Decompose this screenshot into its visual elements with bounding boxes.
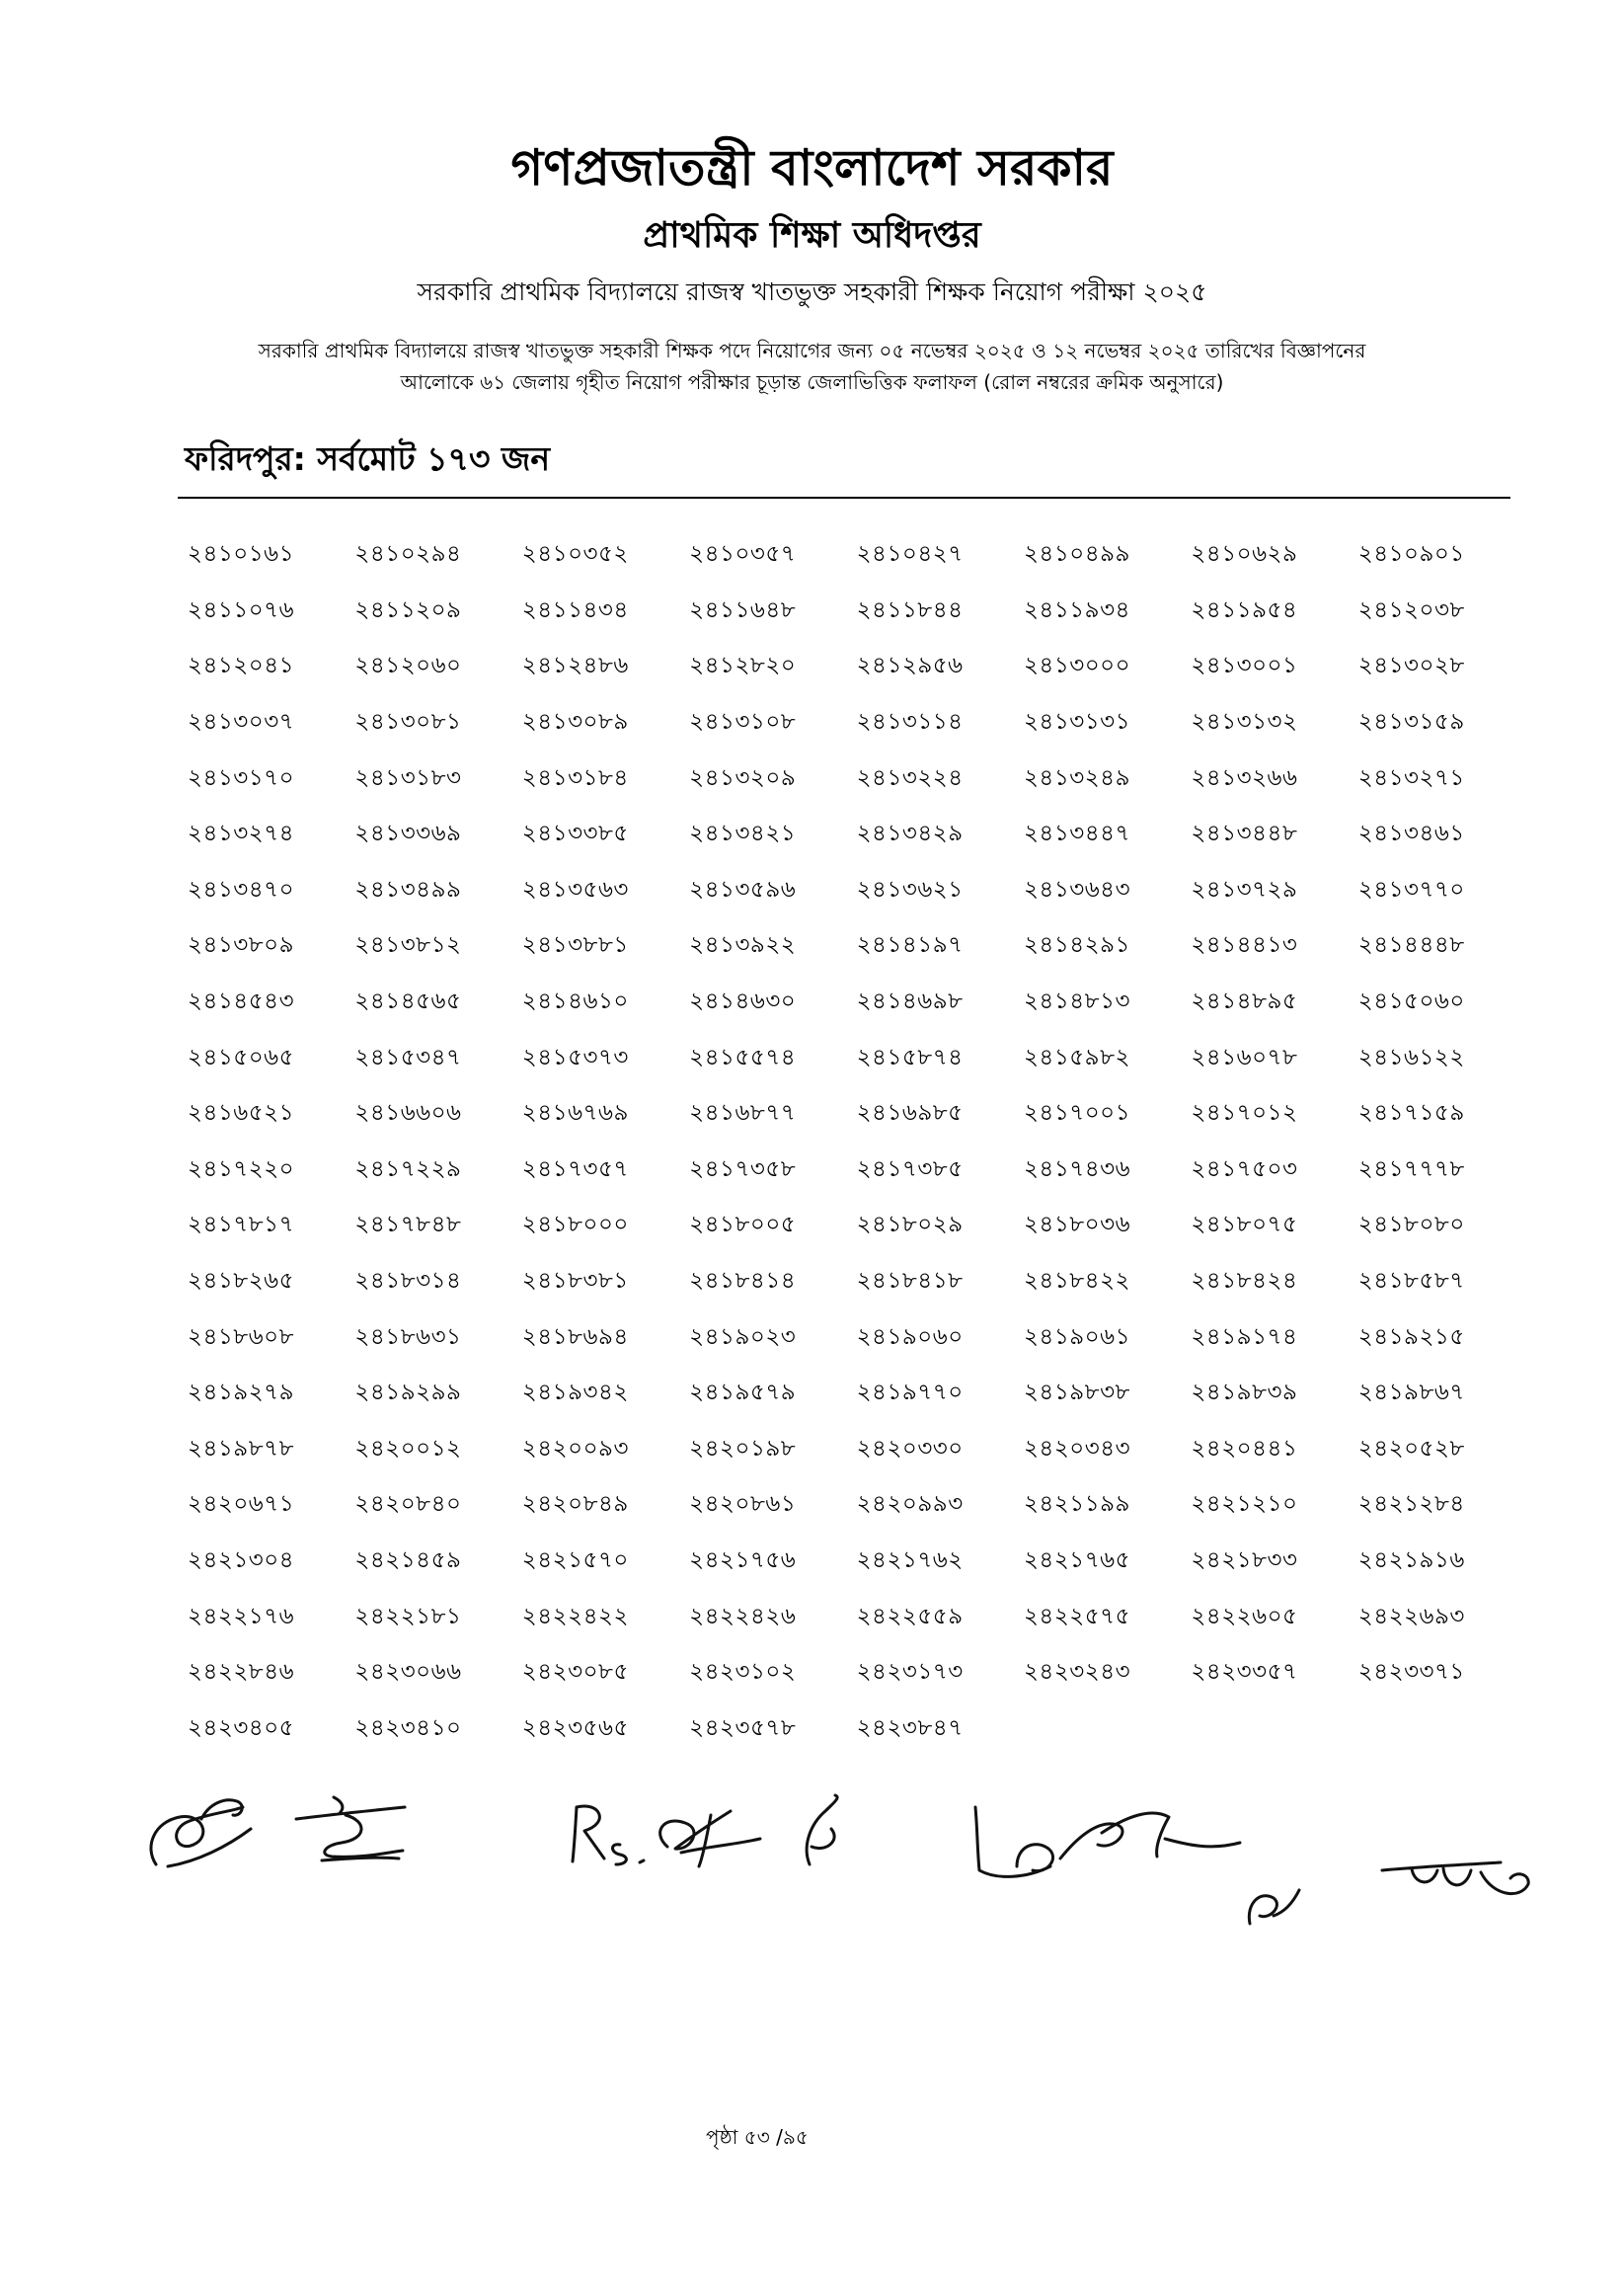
roll-number: ২৪১৬৭৬৯ [521, 1100, 629, 1127]
roll-number: ২৪১৫৩৭৩ [521, 1044, 629, 1070]
roll-number: ২৪২১৩০৪ [188, 1546, 295, 1573]
roll-number: ২৪২৩৫৬৫ [521, 1714, 629, 1741]
roll-number: ২৪১০৯০১ [1357, 541, 1465, 568]
roll-number: ২৪১৯৫৭৯ [689, 1380, 797, 1406]
roll-number: ২৪২৩২৪৩ [1023, 1659, 1131, 1686]
roll-number: ২৪১৫০৬০ [1357, 988, 1465, 1015]
roll-number: ২৪১১৪৩৪ [521, 596, 629, 623]
roll-number: ২৪১৩৪২১ [689, 821, 797, 847]
roll-number: ২৪১৩৪৯৯ [354, 876, 462, 903]
roll-number: ২৪১৩৮৮১ [521, 932, 629, 959]
roll-number: ২৪১৯৮৩৮ [1023, 1380, 1130, 1406]
roll-number: ২৪২৩৪১০ [354, 1714, 462, 1741]
roll-number: ২৪১৮৫৮৭ [1357, 1268, 1465, 1295]
roll-number: ২৪২০৮৪৯ [521, 1491, 629, 1518]
roll-number: ২৪২৩১৭৩ [856, 1659, 964, 1686]
roll-number: ২৪১৬৯৮৫ [856, 1100, 964, 1127]
roll-number: ২৪১৮৪১৪ [689, 1268, 797, 1295]
roll-number: ২৪২১২৮৪ [1357, 1491, 1465, 1518]
roll-number: ২৪১৯২৯৯ [354, 1380, 462, 1406]
roll-number: ২৪২২১৭৬ [188, 1603, 295, 1629]
roll-number: ২৪১৮০০০ [521, 1212, 629, 1238]
roll-number: ২৪১৪৫৬৫ [354, 988, 462, 1015]
heading-divider [178, 497, 1510, 499]
district-heading: ফরিদপুর: সর্বমোট ১৭৩ জন [185, 439, 551, 478]
roll-number: ২৪১৯৮৭৮ [188, 1435, 295, 1462]
roll-number: ২৪২২১৮১ [354, 1603, 462, 1629]
roll-number: ২৪১৩১৮৩ [354, 764, 462, 791]
roll-number: ২৪১৮৩৮১ [521, 1268, 629, 1295]
exam-title: সরকারি প্রাথমিক বিদ্যালয়ে রাজস্ব খাতভুক্ত সহকারী শিক্ষক নিয়োগ পরীক্ষা ২০২৫ [417, 277, 1207, 306]
roll-number: ২৪১৩২৭৪ [188, 821, 295, 847]
roll-number: ২৪১৮০০৫ [689, 1212, 797, 1238]
roll-number: ২৪১৮৩১৪ [354, 1268, 462, 1295]
roll-number: ২৪২০৩৪৩ [1023, 1435, 1131, 1462]
roll-number: ২৪১৮০৮০ [1357, 1212, 1465, 1238]
roll-number: ২৪২০৫২৮ [1357, 1435, 1465, 1462]
roll-number: ২৪১৮০৭৫ [1191, 1212, 1298, 1238]
roll-number: ২৪২৩৫৭৮ [689, 1714, 797, 1741]
roll-number: ২৪১৯৮৩৯ [1191, 1380, 1298, 1406]
roll-number: ২৪১৯৮৬৭ [1357, 1380, 1465, 1406]
roll-number: ২৪১৩১৮৪ [521, 764, 629, 791]
roll-number: ২৪১৭০০১ [1023, 1100, 1131, 1127]
roll-number: ২৪২১৭৬২ [856, 1546, 964, 1573]
roll-number: ২৪১৭৩৫৭ [521, 1155, 629, 1182]
roll-number: ২৪১৪৬৩০ [689, 988, 797, 1015]
roll-number: ২৪২২৫৭৫ [1023, 1603, 1131, 1629]
roll-number: ২৪১৯২১৫ [1357, 1323, 1465, 1350]
roll-number: ২৪২১৮৩৩ [1191, 1546, 1298, 1573]
roll-number: ২৪১৯০৬১ [1023, 1323, 1131, 1350]
roll-number: ২৪১৯০২৩ [689, 1323, 797, 1350]
roll-number: ২৪১৩৩৮৫ [521, 821, 629, 847]
roll-number: ২৪১৭৪৩৬ [1023, 1155, 1131, 1182]
roll-number: ২৪১৪৮১৩ [1023, 988, 1130, 1015]
roll-number: ২৪১২০৩৮ [1357, 596, 1465, 623]
signature-5 [1249, 1862, 1528, 1924]
roll-number: ২৪২০০৯৩ [521, 1435, 629, 1462]
roll-number: ২৪১৭২২৯ [354, 1155, 462, 1182]
roll-number: ২৪১৪২৯১ [1023, 932, 1130, 959]
roll-number: ২৪২১৭৬৫ [1023, 1546, 1131, 1573]
signature-3 [573, 1795, 837, 1866]
roll-number: ২৪২২৪২৬ [689, 1603, 797, 1629]
roll-number: ২৪১৩৬২১ [856, 876, 964, 903]
roll-number: ২৪১১০৭৬ [188, 596, 295, 623]
roll-number: ২৪১৩৩৬৯ [354, 821, 462, 847]
roll-number: ২৪১৮৪১৮ [856, 1268, 964, 1295]
roll-number: ২৪১৮২৬৫ [188, 1268, 295, 1295]
roll-number: ২৪২২৪২২ [521, 1603, 629, 1629]
roll-number: ২৪১৩১৭০ [188, 764, 295, 791]
roll-number-grid [188, 526, 1624, 1756]
roll-number: ২৪১২৯৫৬ [856, 653, 964, 679]
roll-number: ২৪১৭৮১৭ [188, 1212, 295, 1238]
roll-number: ২৪১৩০৩৭ [188, 709, 295, 736]
roll-number: ২৪১৮৬৯৪ [521, 1323, 629, 1350]
roll-number: ২৪১৪১৯৭ [856, 932, 964, 959]
roll-number: ২৪১৭৫০৩ [1191, 1155, 1298, 1182]
roll-number: ২৪১৩৭৭০ [1357, 876, 1465, 903]
roll-number: ২৪১৩২২৪ [856, 764, 964, 791]
roll-number: ২৪২০০১২ [354, 1435, 462, 1462]
roll-number: ২৪২১৪৫৯ [354, 1546, 462, 1573]
roll-number: ২৪১৩২৬৬ [1191, 764, 1298, 791]
roll-number: ২৪১৩২০৯ [689, 764, 797, 791]
roll-number: ২৪২৩০৬৬ [354, 1659, 462, 1686]
roll-number: ২৪১৪৪১৩ [1191, 932, 1298, 959]
roll-number: ২৪১৮০৩৬ [1023, 1212, 1131, 1238]
roll-number: ২৪১১৯৫৪ [1191, 596, 1298, 623]
roll-number: ২৪১৩১৫৯ [1357, 709, 1465, 736]
roll-number: ২৪১৩০০০ [1023, 653, 1131, 679]
roll-number: ২৪১৭২২০ [188, 1155, 295, 1182]
roll-number: ২৪২১৭৫৬ [689, 1546, 797, 1573]
roll-number: ২৪১৭০১২ [1191, 1100, 1298, 1127]
roll-number: ২৪১৩০৮১ [354, 709, 462, 736]
roll-number: ২৪১৮৬৩১ [354, 1323, 462, 1350]
roll-number: ২৪১৭১৫৯ [1357, 1100, 1465, 1127]
roll-number: ২৪১৪৫৪৩ [188, 988, 295, 1015]
roll-number: ২৪২৩৩৭১ [1357, 1659, 1465, 1686]
roll-number: ২৪১৫৫৭৪ [689, 1044, 797, 1070]
roll-number: ২৪১৫৯৮২ [1023, 1044, 1130, 1070]
roll-number: ২৪১৩৪৪৮ [1191, 821, 1298, 847]
roll-number: ২৪১৩০৮৯ [521, 709, 629, 736]
roll-number: ২৪২০৮৬১ [689, 1491, 797, 1518]
roll-number: ২৪১০৩৫২ [521, 541, 629, 568]
roll-number: ২৪১৬১২২ [1357, 1044, 1465, 1070]
roll-number: ২৪১৩৬৪৩ [1023, 876, 1131, 903]
roll-number: ২৪১৩৫৯৬ [689, 876, 797, 903]
roll-number: ২৪২১৫৭০ [521, 1546, 629, 1573]
roll-number: ২৪১৬৫২১ [188, 1100, 295, 1127]
roll-number: ২৪১৫০৬৫ [188, 1044, 295, 1070]
roll-number: ২৪১৩৪৭০ [188, 876, 295, 903]
roll-number: ২৪১৪৪৪৮ [1357, 932, 1465, 959]
signature-4 [975, 1807, 1240, 1876]
government-title: গণপ্রজাতন্ত্রী বাংলাদেশ সরকার [510, 139, 1114, 197]
roll-number: ২৪১০৪২৭ [856, 541, 964, 568]
page-number: পৃষ্ঠা ৫৩ /৯৫ [706, 2125, 809, 2149]
roll-number: ২৪১৫৩৪৭ [354, 1044, 462, 1070]
roll-number: ২৪১৮৪২৪ [1191, 1268, 1298, 1295]
roll-number: ২৪১৪৬৯৮ [856, 988, 964, 1015]
roll-number: ২৪২২৬০৫ [1191, 1603, 1298, 1629]
roll-number: ২৪২২৫৫৯ [856, 1603, 964, 1629]
roll-number: ২৪১৬৬০৬ [354, 1100, 462, 1127]
roll-number: ২৪২১২১০ [1191, 1491, 1298, 1518]
roll-number: ২৪২১১৯৯ [1023, 1491, 1130, 1518]
roll-number: ২৪১০৩৫৭ [689, 541, 797, 568]
roll-number: ২৪১১২০৯ [354, 596, 462, 623]
roll-number: ২৪১৩১৩২ [1191, 709, 1298, 736]
roll-number: ২৪২৩০৮৫ [521, 1659, 629, 1686]
roll-number: ২৪১০১৬১ [188, 541, 295, 568]
roll-number: ২৪১২৪৮৬ [521, 653, 629, 679]
roll-number: ২৪২২৬৯৩ [1357, 1603, 1465, 1629]
roll-number: ২৪২০৮৪০ [354, 1491, 462, 1518]
roll-number: ২৪১৬৮৭৭ [689, 1100, 797, 1127]
roll-number: ২৪১৩৪২৯ [856, 821, 964, 847]
signature-1 [151, 1800, 251, 1866]
roll-number: ২৪২০৩৩০ [856, 1435, 964, 1462]
roll-number: ২৪১৩৭২৯ [1191, 876, 1298, 903]
roll-number: ২৪২৩৪০৫ [188, 1714, 295, 1741]
roll-number: ২৪১৪৮৯৫ [1191, 988, 1298, 1015]
roll-number: ২৪১৭৩৫৮ [689, 1155, 797, 1182]
signature-2 [296, 1797, 405, 1860]
roll-number: ২৪১৯৩৪২ [521, 1380, 629, 1406]
roll-number: ২৪১৩০০১ [1191, 653, 1298, 679]
roll-number: ২৪২০১৯৮ [689, 1435, 797, 1462]
roll-number: ২৪২৩৩৫৭ [1191, 1659, 1298, 1686]
roll-number: ২৪২০৯৯৩ [856, 1491, 964, 1518]
roll-number: ২৪১১৬৪৮ [689, 596, 797, 623]
roll-number: ২৪১২০৬০ [354, 653, 462, 679]
roll-number: ২৪১২৮২০ [689, 653, 797, 679]
roll-number: ২৪১৩৮০৯ [188, 932, 295, 959]
roll-number: ২৪১৩৪৬১ [1357, 821, 1465, 847]
roll-number: ২৪১০৪৯৯ [1023, 541, 1130, 568]
roll-number: ২৪১৩৯২২ [689, 932, 797, 959]
roll-number: ২৪২৩৮৪৭ [856, 1714, 964, 1741]
roll-number: ২৪১৯৭৭০ [856, 1380, 964, 1406]
roll-number: ২৪১৩১১৪ [856, 709, 964, 736]
roll-number: ২৪১৮০২৯ [856, 1212, 964, 1238]
roll-number: ২৪১৮৪২২ [1023, 1268, 1131, 1295]
roll-number: ২৪১৩২৭১ [1357, 764, 1465, 791]
roll-number: ২৪২১৯১৬ [1357, 1546, 1465, 1573]
roll-number: ২৪১০৬২৯ [1191, 541, 1298, 568]
roll-number: ২৪২৩১০২ [689, 1659, 797, 1686]
roll-number: ২৪১৩২৪৯ [1023, 764, 1131, 791]
notice-line-1: সরকারি প্রাথমিক বিদ্যালয়ে রাজস্ব খাতভুক্ত সহকারী শিক্ষক পদে নিয়োগের জন্য ০৫ নভেম্বর ২০২৫ ও ১২ নভেম্বর ২০২৫ তারিখের বিজ্ঞাপনের [258, 339, 1366, 362]
signatures [0, 1768, 1624, 1945]
roll-number: ২৪১৩১০৮ [689, 709, 797, 736]
roll-number: ২৪১৩৫৬৩ [521, 876, 629, 903]
roll-number: ২৪১৬০৭৮ [1191, 1044, 1298, 1070]
roll-number: ২৪১৫৮৭৪ [856, 1044, 964, 1070]
roll-number: ২৪১২০৪১ [188, 653, 295, 679]
roll-number: ২৪১৩৮১২ [354, 932, 462, 959]
roll-number: ২৪১১৮৪৪ [856, 596, 964, 623]
roll-number: ২৪২০৪৪১ [1191, 1435, 1298, 1462]
roll-number: ২৪১৩৪৪৭ [1023, 821, 1131, 847]
roll-number: ২৪১৭৩৮৫ [856, 1155, 964, 1182]
roll-number: ২৪১৩১৩১ [1023, 709, 1131, 736]
roll-number: ২৪১৪৬১০ [521, 988, 629, 1015]
roll-number: ২৪১৭৭৭৮ [1357, 1155, 1465, 1182]
department-title: প্রাথমিক শিক্ষা অধিদপ্তর [643, 215, 981, 256]
roll-number: ২৪১১৯৩৪ [1023, 596, 1130, 623]
roll-number: ২৪১৭৮৪৮ [354, 1212, 462, 1238]
roll-number: ২৪১০২৯৪ [354, 541, 462, 568]
notice-line-2: আলোকে ৬১ জেলায় গৃহীত নিয়োগ পরীক্ষার চূড়ান্ত জেলাভিত্তিক ফলাফল (রোল নম্বরের ক্রমিক অনুসারে) [400, 370, 1224, 394]
roll-number: ২৪১৮৬০৮ [188, 1323, 295, 1350]
roll-number: ২৪১৯০৬০ [856, 1323, 964, 1350]
roll-number: ২৪১৩০২৮ [1357, 653, 1465, 679]
roll-number: ২৪২০৬৭১ [188, 1491, 295, 1518]
roll-number: ২৪১৯২৭৯ [188, 1380, 295, 1406]
roll-number: ২৪১৯১৭৪ [1191, 1323, 1298, 1350]
roll-number: ২৪২২৮৪৬ [188, 1659, 295, 1686]
